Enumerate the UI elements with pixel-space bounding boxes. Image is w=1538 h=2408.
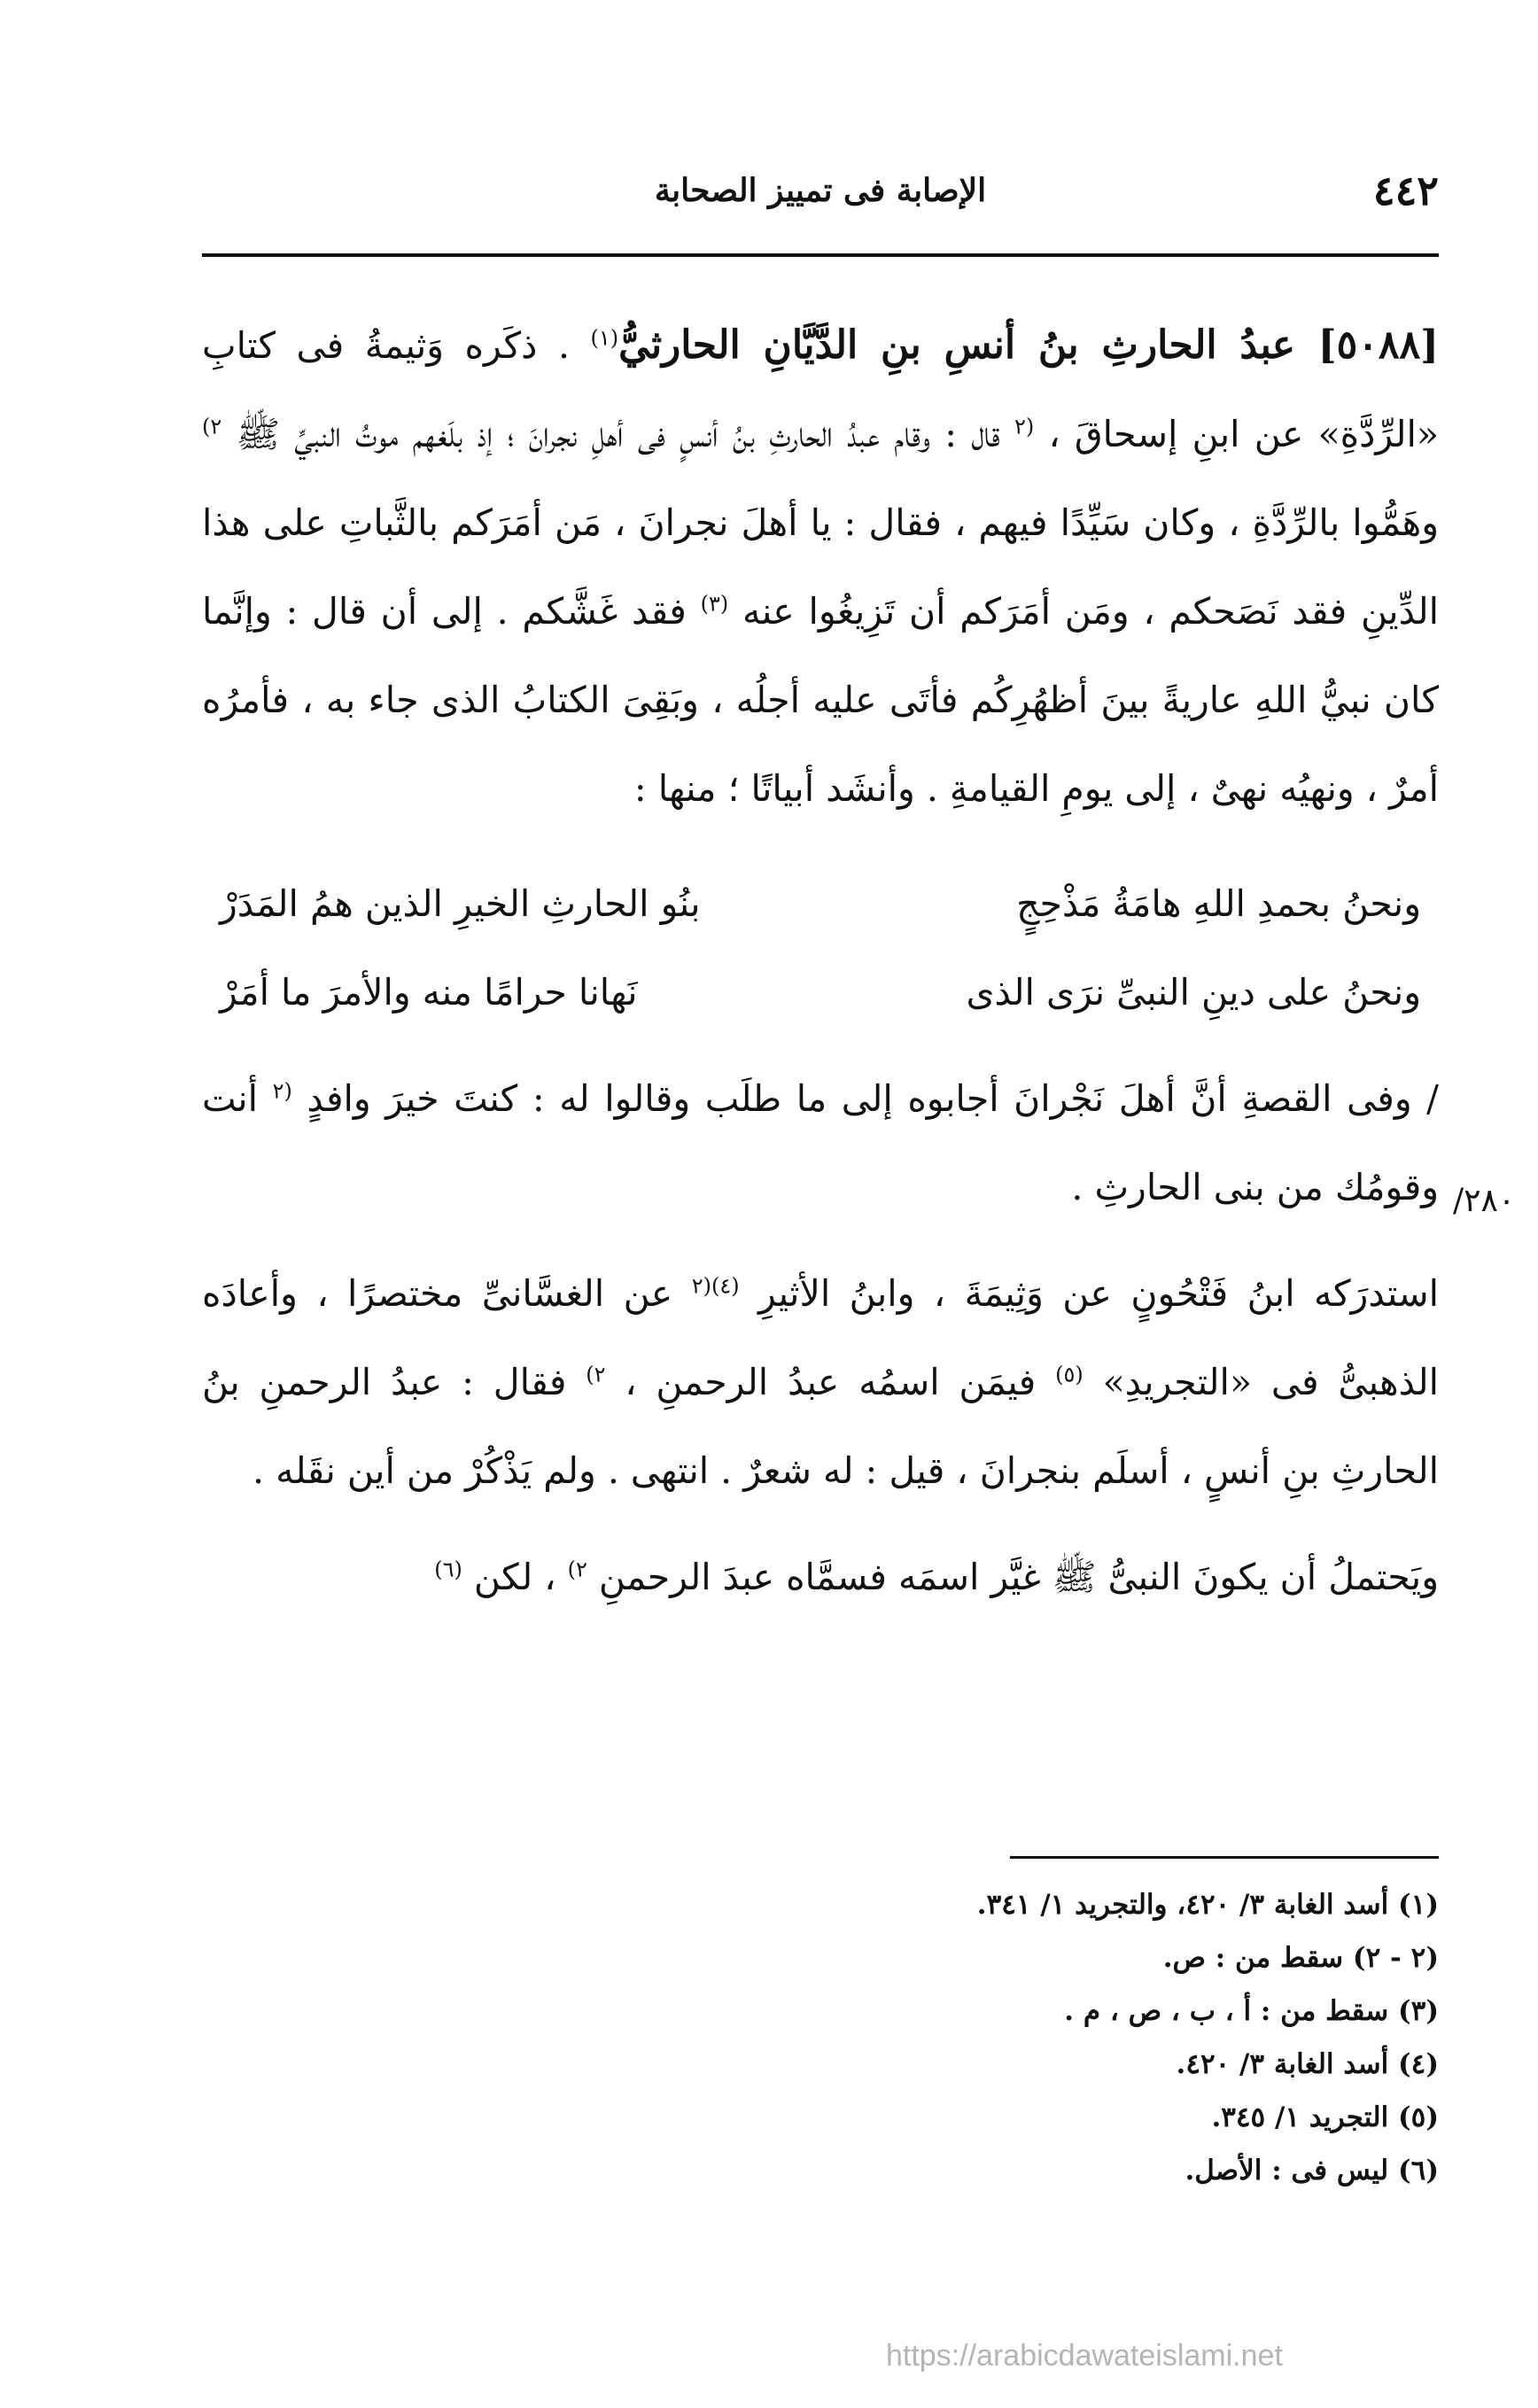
footnote-ref: ٢) <box>202 414 222 439</box>
entry-paragraph <box>202 301 1439 833</box>
text-run: استدرَكه ابنُ فَتْحُونٍ عن وَثِيمَةَ ، وابنُ الأثيرِ <box>758 1272 1439 1315</box>
text-run: وهَمُّوا بالرِّدَّةِ ، وكان سَيِّدًا فيهم ، فقال : يا أهلَ نجرانَ ، مَن أمَرَكم بالثَّباتِ على هذا الدِّينِ فقد نَصَحكم ، ومَن أمَرَكم أن تَزِيغُوا عنه <box>202 501 1439 633</box>
footnotes <box>202 1878 1439 2197</box>
footnote-ref: (٦) <box>434 1557 462 1582</box>
footnote-ref: (٥) <box>1055 1362 1084 1387</box>
margin-page-marker: ٢٨٠/ <box>1453 1183 1516 1219</box>
text-run: . ذكَره وَثيمةُ فى كتابِ «الرِّدَّةِ» عن ابنِ إسحاقَ ، <box>202 324 1439 455</box>
footnote-ref: (٢ <box>1014 414 1035 439</box>
footnote-ref: (٢ <box>272 1078 292 1104</box>
verse-second-hemistich: بنُو الحارثِ الخيرِ الذين همُ المَدَرْ <box>220 882 701 925</box>
page-header <box>202 167 1439 241</box>
entry-heading: [٥٠٨٨] عبدُ الحارثِ بنُ أنسِ بنِ الدَّيَّانِ الحارثيُّ <box>618 322 1439 368</box>
text-run: فقال : عبدُ الرحمنِ بنُ الحارثِ بنِ أنسٍ ، أسلَم بنجرانَ ، قيل : له شعرٌ . انتهى . ولم يَذْكُرْ من أين نقَله . <box>202 1361 1439 1492</box>
running-title: الإصابة فى تمييز الصحابة <box>654 172 987 209</box>
poem-verses <box>202 859 1439 1037</box>
text-run: ويَحتملُ أن يكونَ النبىُّ ﷺ غيَّر اسمَه فسمَّاه عبدَ الرحمنِ <box>598 1556 1439 1598</box>
verse-first-hemistich: ونحنُ بحمدِ اللهِ هامَةُ مَذْحِجٍ <box>1016 882 1421 925</box>
footnote-ref: (٤)(٢ <box>691 1273 740 1299</box>
verse-line <box>202 859 1439 948</box>
closing-paragraph <box>202 1533 1439 1621</box>
footnote-ref: (٣) <box>700 591 729 617</box>
main-text <box>202 301 1439 1621</box>
text-run: عن الغسَّانىِّ مختصرًا ، وأعادَه الذهبىُّ فى «التجريدِ» <box>202 1272 1439 1403</box>
footnote-ref: (١) <box>590 325 619 351</box>
verse-second-hemistich: نَهانا حرامًا منه والأمرَ ما أمَرْ <box>220 971 638 1014</box>
source-paragraph <box>202 1249 1439 1515</box>
story-paragraph <box>202 1054 1439 1231</box>
text-run: أنت وقومُك من بنى الحارثِ . <box>202 1077 1439 1208</box>
footnote-ref: ٢) <box>586 1362 606 1387</box>
footnote: (٣) سقط من : أ ، ب ، ص ، م . <box>1064 1995 1439 2027</box>
text-run: فيمَن اسمُه عبدُ الرحمنِ ، <box>625 1361 1037 1403</box>
text-run: / وفى القصةِ أنَّ أهلَ نَجْرانَ أجابوه إلى ما طلَب وقالوا له : كنتَ خيرَ وافدٍ <box>307 1077 1439 1120</box>
footnote: (٦) ليس فى : الأصل. <box>1185 2155 1439 2187</box>
text-run: ، لكن <box>473 1556 556 1598</box>
footnote: (٤) أسد الغابة ٣/ ٤٢٠. <box>1176 2048 1439 2080</box>
text-run: قال : وقام عبدُ الحارثِ بنُ أنسٍ فى أهلِ نجرانَ ؛ إذ بلَغهم موتُ النبيِّ ﷺ <box>236 413 1000 455</box>
verse-line <box>202 948 1439 1037</box>
header-rule <box>202 253 1439 257</box>
footnote-ref: ٢) <box>567 1557 587 1582</box>
footnote-rule <box>1010 1856 1439 1859</box>
footnote: (٢ - ٢) سقط من : ص. <box>1162 1942 1439 1974</box>
footnote: (٥) التجريد ١/ ٣٤٥. <box>1211 2101 1439 2133</box>
verse-first-hemistich: ونحنُ على دينِ النبىِّ نرَى الذى <box>966 971 1421 1014</box>
text-run: فقد غَشَّكم . إلى أن قال : وإنَّما كان نبيُّ اللهِ عاريةً بينَ أظهُرِكُم فأتَى عليه أجلُه ، وبَقِىَ الكتابُ الذى جاء به ، فأمرُه أمرٌ ، ونهيُه نهىٌ ، إلى يومِ القيامةِ . وأنشَد أبياتًا ؛ منها : <box>202 590 1439 810</box>
page-number: ٤٤٢ <box>1372 167 1439 214</box>
footnote: (١) أسد الغابة ٣/ ٤٢٠، والتجريد ١/ ٣٤١. <box>976 1889 1439 1921</box>
watermark-url: https://arabicdawateislami.net <box>886 2339 1283 2373</box>
